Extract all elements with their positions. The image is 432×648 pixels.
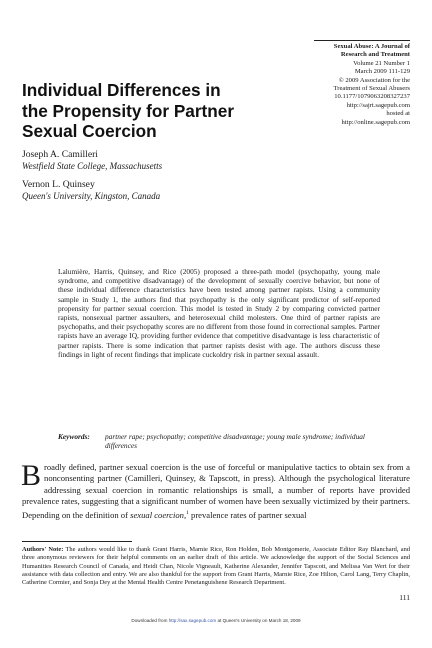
download-notice <box>0 618 432 623</box>
journal-url[interactable]: http://sajrt.sagepub.com <box>346 101 410 109</box>
journal-title-line-1: Sexual Abuse: A Journal of <box>333 43 410 50</box>
journal-copyright-2: Treatment of Sexual Abusers <box>333 85 410 93</box>
body-term: sexual coercion, <box>130 509 187 520</box>
page-number: 111 <box>399 593 410 602</box>
body-text-part-2: prevalence rates of partner sexual <box>188 509 307 520</box>
author-name-1: Joseph A. Camilleri <box>22 149 98 160</box>
download-link[interactable]: http://sax.sagepub.com <box>168 618 217 623</box>
keywords <box>58 432 380 450</box>
footnote-text: The authors would like to thank Grant Harris, Marnie Rice, Ron Holden, Bob Montgomerie, Associate Editor Ray Blanchard, and three anonymous reviewers for their helpful comments on an earlier draft of this article. We acknowledge the support of the Social Sciences and Humanities Research Council of Canada, and Heidi Chan, Nicole Vigneault, Katherine Alexander, Jennifer Tapscott, and Melissa Van Wert for their assistance with data collection and entry. We are also thankful for the support from Grant Harris, Marnie Rice, Zoe Hilton, Carol Lang, Terry Chaplin, Catherine Cormier, and Sonja Dey at the Mental Health Centre Penetanguishene Research Department. <box>22 546 410 587</box>
abstract: Lalumière, Harris, Quinsey, and Rice (2005) proposed a three-path model (psychopathy, young male syndrome, and competitive disadvantage) of the development of sexually coercive behavior, but none of these individual difference characteristics have been tested among partner rapists. Using a community sample in Study 1, the authors find that psychopathy is the only significant predictor of self-reported propensity for partner sexual coercion. This model is tested in Study 2 by comparing convicted partner rapists, nonsexual partner assaulters, and heterosexual child molesters. One third of partner rapists are psychopaths, and their psychopathy scores are no different from those found in correctional samples. Partner rapists have an average IQ, providing further evidence that competitive disadvantage is less characteristic of partner rapists. There is some indication that partner rapists desist with age. The authors discuss these findings in light of recent findings that implicate cuckoldry risk in partner sexual assault. <box>58 267 380 359</box>
journal-doi: 10.1177/1079063208327237 <box>334 93 410 101</box>
article-title-line-1: Individual Differences in <box>22 80 221 100</box>
journal-hosted-at: hosted at <box>386 110 410 118</box>
keywords-value: partner rape; psychopathy; competitive disadvantage; young male syndrome; individual differences <box>105 432 365 451</box>
journal-volume: Volume 21 Number 1 <box>353 59 410 67</box>
author-name-2: Vernon L. Quinsey <box>22 179 95 190</box>
keywords-label: Keywords: <box>58 432 90 441</box>
drop-cap: B <box>21 459 42 492</box>
footnote-label: Authors' Note: <box>22 546 64 553</box>
article-title <box>22 80 292 142</box>
author-affiliation-2: Queen's University, Kingston, Canada <box>22 191 161 201</box>
body-text <box>21 459 410 521</box>
article-title-line-2: the Propensity for Partner <box>22 100 235 121</box>
journal-title-line-2: Research and Treatment <box>340 51 410 59</box>
article-title-line-3: Sexual Coercion <box>22 121 157 141</box>
journal-rule <box>314 40 410 41</box>
author-affiliation-1: Westfield State College, Massachusetts <box>22 161 163 171</box>
body-text-part-1: roadly defined, partner sexual coercion is the use of forceful or manipulative tactics to obtain sex from a nonconsenting partner (Camilleri, Quinsey, & Tapscott, in press). Although the psychological literature addressing sexual coercion in romantic relationships is small, a number of reports have provided prevalence rates, suggesting that a significant number of women have been sexually victimized by their partners. Depending on the definition of <box>22 462 410 520</box>
download-suffix: at Queen's University on March 18, 2009 <box>217 618 301 623</box>
journal-copyright-1: © 2009 Association for the <box>338 76 410 84</box>
journal-host-url[interactable]: http://online.sagepub.com <box>341 118 410 126</box>
footnote <box>22 546 410 587</box>
journal-date-pages: March 2009 111-129 <box>354 68 410 76</box>
journal-info <box>290 43 410 127</box>
footnote-ref[interactable]: 1 <box>186 509 189 516</box>
download-prefix: Downloaded from <box>131 618 168 623</box>
footnote-rule <box>22 541 132 542</box>
